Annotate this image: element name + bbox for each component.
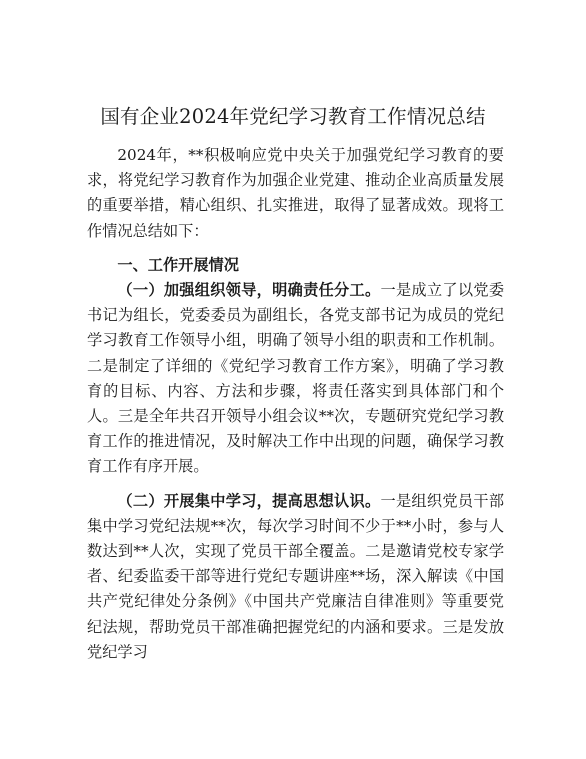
- document-body: [87, 143, 504, 665]
- section-heading-work-progress: 一、工作开展情况: [117, 255, 239, 274]
- paragraph-lead-study: （二）开展集中学习，提高思想认识。: [117, 491, 381, 510]
- paragraph-centralized-study: [87, 489, 504, 665]
- intro-paragraph: 2024年，**积极响应党中央关于加强党纪学习教育的要求，将党纪学习教育作为加强企业党建、推动企业高质量发展的重要举措，精心组织、扎实推进，取得了显著成效。现将工作情况总结如下：: [87, 146, 504, 240]
- paragraph-body-organization: 一是成立了以党委书记为组长，党委委员为副组长，各党支部书记为成员的党纪学习教育工作领导小组，明确了领导小组的职责和工作机制。二是制定了详细的《党纪学习教育工作方案》，明确了学习教育的目标、内容、方法和步骤，将责任落实到具体部门和个人。三是全年共召开领导小组会议**次，专题研究党纪学习教育工作的推进情况，及时解决工作中出现的问题，确保学习教育工作有序开展。: [87, 281, 505, 476]
- document-title: 国有企业2024年党纪学习教育工作情况总结: [100, 105, 486, 128]
- paragraph-body-study: 一是组织党员干部集中学习党纪法规**次，每次学习时间不少于**小时，参与人数达到**人次，实现了党员干部全覆盖。二是邀请党校专家学者、纪委监委干部等进行党纪专题讲座**场，深入解读《中国共产党纪律处分条例》《中国共产党廉洁自律准则》等重要党纪法规，帮助党员干部准确把握党纪的内涵和要求。三是发放党纪学习: [87, 491, 505, 661]
- paragraph-lead-organization: （一）加强组织领导，明确责任分工。: [117, 281, 381, 300]
- paragraph-organization-leadership: [87, 278, 504, 480]
